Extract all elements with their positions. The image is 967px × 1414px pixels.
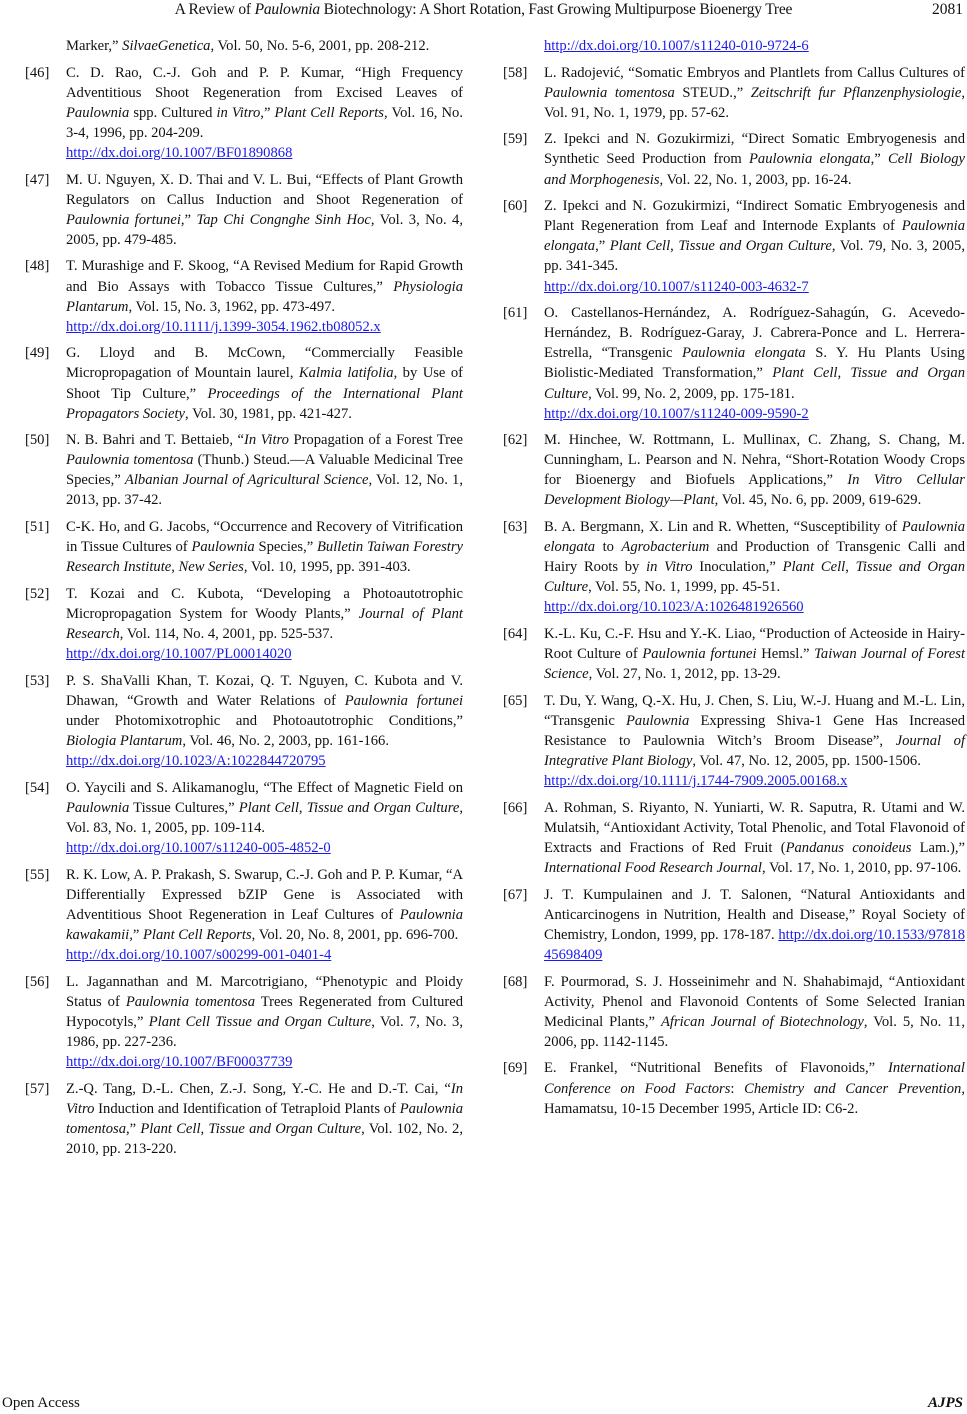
reference-number: [62] bbox=[503, 432, 528, 449]
reference-text: Z.-Q. Tang, D.-L. Chen, Z.-J. Song, Y.-C. He and D.-T. Cai, “ bbox=[66, 1080, 451, 1097]
italic-text: International Food Research Journal bbox=[544, 860, 762, 877]
reference-text: L. Radojević, “Somatic Embryos and Plantlets from Callus Cultures of bbox=[544, 64, 965, 81]
reference-text: E. Frankel, “Nutritional Benefits of Flavonoids,” bbox=[544, 1060, 888, 1077]
reference-number: [61] bbox=[503, 305, 528, 322]
italic-text: Tissue and Organ Culture bbox=[544, 365, 966, 402]
reference-text: ,” bbox=[595, 238, 610, 255]
italic-text: African Journal of Biotechnology bbox=[660, 1013, 864, 1030]
italic-text: In Vitro bbox=[243, 432, 289, 449]
reference-entry bbox=[25, 1079, 463, 1159]
reference-text: , Vol. 15, No. 3, 1962, pp. 473-497. bbox=[128, 298, 336, 315]
italic-text: Tissue and Organ Culture bbox=[208, 1120, 362, 1137]
reference-entry bbox=[503, 885, 965, 965]
italic-text: Paulownia bbox=[66, 799, 130, 816]
doi-link[interactable]: http://dx.doi.org/10.1007/BF00037739 bbox=[66, 1053, 293, 1070]
title-text: Biotechnology: A Short Rotation, Fast Growing Multipurpose Bioenergy Tree bbox=[319, 1, 793, 18]
italic-text: Plant Cell bbox=[609, 238, 671, 255]
running-title bbox=[0, 1, 967, 19]
reference-entry bbox=[503, 129, 965, 189]
reference-text: A. Rohman, S. Riyanto, N. Yuniarti, W. R. Saputra, R. Utami and W. Mulatsih, “Antioxidant Activity, Total Phenolic, and Total Flavonoid of Extracts and Fractions of Red Fruit ( bbox=[544, 799, 965, 856]
reference-text: K.-L. Ku, C.-F. Hsu and Y.-K. Liao, “Production of Acteoside in Hairy-Root Culture of bbox=[544, 626, 965, 663]
reference-number: [51] bbox=[25, 519, 50, 536]
reference-text: , Vol. 45, No. 6, pp. 2009, 619-629. bbox=[714, 492, 922, 509]
reference-entry bbox=[25, 430, 463, 510]
italic-text: in Vitro bbox=[646, 559, 693, 576]
reference-number: [63] bbox=[503, 519, 528, 536]
reference-text: , Vol. 7, No. 3, 1986, pp. 227-236. bbox=[66, 1013, 463, 1050]
reference-number: [46] bbox=[25, 64, 50, 81]
running-header bbox=[0, 0, 967, 24]
reference-text: T. Du, Y. Wang, Q.-X. Hu, J. Chen, S. Liu, W.-J. Huang and M.-L. Lin, “Transgenic bbox=[544, 692, 965, 729]
reference-text: ,” bbox=[126, 1120, 141, 1137]
reference-text: , Vol. 30, 1981, pp. 421-427. bbox=[185, 405, 352, 422]
italic-text: Paulownia bbox=[191, 539, 255, 556]
italic-text: Pandanus conoideus bbox=[785, 839, 912, 856]
reference-text: , Vol. 83, No. 1, 2005, pp. 109-114. bbox=[66, 799, 463, 836]
reference-number: [49] bbox=[25, 345, 50, 362]
reference-number: [55] bbox=[25, 866, 50, 883]
reference-entry bbox=[503, 430, 965, 510]
italic-text: Plant Cell bbox=[772, 365, 838, 382]
reference-number: [60] bbox=[503, 198, 528, 215]
italic-text: Paulownia fortunei bbox=[642, 646, 757, 663]
reference-text: Expressing Shiva-1 Gene Has Increased Resistance to Paulownia Witch’s Broom Disease”, bbox=[544, 712, 965, 749]
reference-text: B. A. Bergmann, X. Lin and R. Whetten, “Susceptibility of bbox=[544, 519, 902, 536]
reference-number: [64] bbox=[503, 626, 528, 643]
reference-text: R. K. Low, A. P. Prakash, S. Swarup, C.-J. Goh and P. P. Kumar, “A Differentially Expressed bZIP Gene is Associated with Adventitious Shoot Regeneration in Leaf Cultures of bbox=[66, 866, 463, 923]
journal-abbrev: AJPS bbox=[927, 1395, 963, 1411]
reference-number: [59] bbox=[503, 131, 528, 148]
reference-entry bbox=[503, 517, 965, 617]
doi-link[interactable]: http://dx.doi.org/10.1533/9781845698409 bbox=[544, 926, 965, 963]
italic-text: Paulownia elongata bbox=[544, 519, 965, 556]
reference-text: , Vol. 114, No. 4, 2001, pp. 525-537. bbox=[119, 626, 334, 643]
italic-text: Paulownia fortunei bbox=[344, 692, 463, 709]
reference-text: J. T. Kumpulainen and J. T. Salonen, “Natural Antioxidants and Anticarcinogens in Nutrition, Health and Disease,” Royal Society of Chemistry, London, 1999, pp. 178-187. bbox=[544, 886, 965, 943]
reference-text: N. B. Bahri and T. Bettaieb, “ bbox=[66, 432, 244, 449]
reference-text: , Vol. 27, No. 1, 2012, pp. 13-29. bbox=[588, 666, 781, 683]
reference-number: [58] bbox=[503, 64, 528, 81]
italic-text: Agrobacterium bbox=[621, 539, 710, 556]
doi-link[interactable]: http://dx.doi.org/10.1007/s11240-010-9724-6 bbox=[544, 38, 809, 54]
italic-text: In Vitro bbox=[66, 1080, 463, 1117]
italic-text: Cell Biology and Morphogenesis bbox=[544, 151, 965, 188]
italic-text: SilvaeGenetica bbox=[122, 38, 211, 54]
reference-text: , bbox=[298, 799, 307, 816]
reference-number: [57] bbox=[25, 1080, 50, 1097]
reference-number: [65] bbox=[503, 692, 528, 709]
reference-text: Hemsl.” bbox=[756, 646, 815, 663]
doi-link[interactable]: http://dx.doi.org/10.1007/PL00014020 bbox=[66, 646, 292, 663]
reference-text: O. Castellanos-Hernández, A. Rodríguez-Sahagún, G. Acevedo-Hernández, B. Rodríguez-Garay, J. Cabrera-Ponce and L. Herrera-Estrella, “Transgenic bbox=[544, 305, 965, 362]
italic-text: Plant Cell Reports bbox=[274, 104, 384, 121]
italic-text: Proceedings of the International Plant Propagators Society bbox=[66, 385, 463, 422]
reference-entry bbox=[503, 1058, 965, 1118]
doi-link[interactable]: http://dx.doi.org/10.1007/s11240-009-9590-2 bbox=[544, 405, 809, 422]
italic-text: Tissue and Organ Culture bbox=[544, 559, 966, 596]
reference-text: Lam.),” bbox=[911, 839, 965, 856]
reference-entry bbox=[25, 517, 463, 577]
reference-text: ,” bbox=[260, 104, 275, 121]
italic-text: Paulownia elongata bbox=[681, 345, 806, 362]
reference-text: , Vol. 55, No. 1, 1999, pp. 45-51. bbox=[588, 579, 781, 596]
reference-text: to bbox=[595, 539, 622, 556]
reference-text: C. D. Rao, C.-J. Goh and P. P. Kumar, “High Frequency Adventitious Shoot Regeneration from Excised Leaves of bbox=[66, 64, 463, 101]
italic-text: Zeitschrift fur Pflanzenphysiologie bbox=[750, 84, 962, 101]
reference-text: S. Y. Hu Plants Using Biolistic-Mediated Transformation,” bbox=[544, 345, 965, 382]
doi-link[interactable]: http://dx.doi.org/10.1111/j.1744-7909.2005.00168.x bbox=[544, 773, 848, 790]
reference-text: Trees Regenerated from Cultured Hypocotyls,” bbox=[66, 993, 463, 1030]
reference-text: , Vol. 99, No. 2, 2009, pp. 175-181. bbox=[588, 385, 795, 402]
reference-text: Z. Ipekci and N. Gozukirmizi, “Indirect Somatic Embryogenesis and Plant Regeneration from Leaf and Internode Explants of bbox=[544, 198, 965, 235]
reference-text: Species,” bbox=[254, 539, 318, 556]
reference-entry bbox=[25, 972, 463, 1072]
reference-text: , Vol. 20, No. 8, 2001, pp. 696-700. bbox=[251, 926, 459, 943]
italic-text: Biologia Plantarum bbox=[66, 733, 183, 749]
reference-entry bbox=[503, 624, 965, 684]
reference-number: [68] bbox=[503, 973, 528, 990]
reference-text: , bbox=[200, 1120, 209, 1137]
reference-number: [48] bbox=[25, 258, 50, 275]
reference-text: G. Lloyd and B. McCown, “Commercially Feasible Micropropagation of Mountain laurel, bbox=[66, 345, 463, 382]
doi-link[interactable]: http://dx.doi.org/10.1111/j.1399-3054.1962.tb08052.x bbox=[66, 318, 381, 335]
italic-text: Paulownia elongata bbox=[749, 151, 871, 168]
reference-text: , Vol. 17, No. 1, 2010, pp. 97-106. bbox=[761, 860, 962, 877]
reference-number: [54] bbox=[25, 779, 50, 796]
reference-text: O. Yaycili and S. Alikamanoglu, “The Effect of Magnetic Field on bbox=[66, 779, 463, 796]
reference-text: , Vol. 10, 1995, pp. 391-403. bbox=[243, 559, 411, 576]
reference-text: , Vol. 102, No. 2, 2010, pp. 213-220. bbox=[66, 1120, 463, 1157]
references-left-column bbox=[25, 36, 463, 1165]
reference-number: [67] bbox=[503, 886, 528, 903]
reference-entry bbox=[503, 63, 965, 123]
doi-link[interactable]: http://dx.doi.org/10.1007/s11240-003-4632-7 bbox=[544, 278, 809, 295]
reference-text: , Vol. 16, No. 3-4, 1996, pp. 204-209. bbox=[66, 104, 463, 141]
reference-entry bbox=[503, 691, 965, 791]
italic-text: New Series bbox=[178, 559, 244, 576]
doi-link[interactable]: http://dx.doi.org/10.1007/BF01890868 bbox=[66, 144, 293, 161]
reference-number: [53] bbox=[25, 672, 50, 689]
italic-text: in Vitro bbox=[216, 104, 261, 121]
reference-text: T. Murashige and F. Skoog, “A Revised Medium for Rapid Growth and Bio Assays with Tobacco Tissue Cultures,” bbox=[66, 258, 463, 295]
doi-link[interactable]: http://dx.doi.org/10.1007/s00299-001-0401-4 bbox=[66, 946, 332, 963]
reference-number: [50] bbox=[25, 432, 50, 449]
italic-text: Plant Cell Tissue and Organ Culture bbox=[148, 1013, 372, 1030]
reference-text: Z. Ipekci and N. Gozukirmizi, “Direct Somatic Embryogenesis and Synthetic Seed Production from bbox=[544, 131, 965, 168]
reference-text: , Vol. 5, No. 11, 2006, pp. 1142-1145. bbox=[544, 1013, 965, 1050]
italic-text: International Conference on Food Factors bbox=[544, 1060, 965, 1097]
reference-text: , bbox=[845, 559, 856, 576]
italic-text: Albanian Journal of Agricultural Science bbox=[124, 472, 369, 489]
reference-text: and Production of Transgenic Calli and Hairy Roots by bbox=[544, 539, 965, 576]
references-right-column bbox=[503, 36, 965, 1125]
reference-text: Induction and Identification of Tetraploid Plants of bbox=[94, 1100, 400, 1117]
italic-text: Kalmia latifolia bbox=[298, 365, 394, 382]
reference-text: , bbox=[670, 238, 679, 255]
reference-text: P. S. ShaValli Khan, T. Kozai, Q. T. Nguyen, C. Kubota and V. Dhawan, “Growth and Water Relations of bbox=[66, 672, 463, 709]
italic-text: Physiologia Plantarum bbox=[66, 278, 463, 315]
open-access-label: Open Access bbox=[2, 1395, 80, 1411]
reference-text: , Vol. 22, No. 1, 2003, pp. 16-24. bbox=[659, 171, 852, 188]
reference-text: , Vol. 12, No. 1, 2013, pp. 37-42. bbox=[66, 472, 464, 509]
italic-text: Tissue and Organ Culture bbox=[678, 238, 832, 255]
italic-text: Journal of Integrative Plant Biology bbox=[544, 733, 966, 770]
italic-text: Taiwan Journal of Forest Science bbox=[544, 646, 965, 683]
italic-text: Plant Cell bbox=[782, 559, 846, 576]
reference-text: , Vol. 47, No. 12, 2005, pp. 1500-1506. bbox=[692, 753, 921, 770]
italic-text: Tissue and Organ Culture bbox=[306, 799, 460, 816]
reference-entry bbox=[503, 303, 965, 424]
reference-text: C-K. Ho, and G. Jacobs, “Occurrence and Recovery of Vitrification in Tissue Cultures of bbox=[66, 519, 463, 556]
title-text: A Review of bbox=[174, 1, 255, 18]
italic-text: Tap Chi Congnghe Sinh Hoc bbox=[196, 211, 371, 228]
reference-number: [56] bbox=[25, 973, 50, 990]
reference-entry bbox=[25, 584, 463, 664]
reference-text: Tissue Cultures,” bbox=[129, 799, 239, 816]
reference-text: , by Use of Shoot Tip Culture,” bbox=[66, 365, 463, 402]
doi-link[interactable]: http://dx.doi.org/10.1023/A:1026481926560 bbox=[544, 599, 804, 616]
doi-link[interactable]: http://dx.doi.org/10.1023/A:1022844720795 bbox=[66, 753, 326, 770]
reference-text: , Vol. 3, No. 4, 2005, pp. 479-485. bbox=[66, 211, 463, 248]
reference-entry bbox=[25, 671, 463, 771]
title-italic: Paulownia bbox=[254, 1, 320, 18]
reference-entry bbox=[25, 865, 463, 965]
page-number: 2081 bbox=[932, 1, 963, 18]
italic-text: In Vitro Cellular Development Biology—Plant bbox=[544, 472, 965, 509]
italic-text: Paulownia fortunei bbox=[66, 211, 181, 228]
reference-text: Marker,” bbox=[66, 38, 123, 54]
italic-text: Paulownia tomentosa bbox=[544, 84, 675, 101]
reference-text: T. Kozai and C. Kubota, “Developing a Photoautotrophic Micropropagation System for Woody Plants,” bbox=[66, 585, 463, 622]
reference-entry bbox=[503, 196, 965, 296]
reference-number: [47] bbox=[25, 171, 50, 188]
reference-entry bbox=[25, 778, 463, 858]
italic-text: Plant Cell bbox=[238, 799, 299, 816]
reference-text: M. Hinchee, W. Rottmann, L. Mullinax, C. Zhang, S. Chang, M. Cunningham, L. Pearson and N. Nehra, “Short-Rotation Woody Crops for Bioenergy and Biofuels Applications,” bbox=[544, 432, 965, 489]
italic-text: Paulownia tomentosa bbox=[66, 1100, 463, 1137]
reference-text: , Vol. 91, No. 1, 1979, pp. 57-62. bbox=[544, 84, 965, 121]
italic-text: Chemistry and Cancer Prevention bbox=[744, 1080, 962, 1097]
italic-text: Paulownia bbox=[626, 712, 690, 729]
reference-text: , Vol. 46, No. 2, 2003, pp. 161-166. bbox=[182, 733, 389, 749]
reference-text: under Photomixotrophic and Photoautotrophic Conditions,” bbox=[66, 712, 463, 729]
reference-number: [66] bbox=[503, 799, 528, 816]
reference-entry bbox=[25, 170, 463, 250]
reference-text: : bbox=[730, 1080, 745, 1097]
reference-continuation bbox=[503, 36, 965, 56]
italic-text: Paulownia kawakamii bbox=[66, 906, 463, 943]
italic-text: Paulownia bbox=[66, 104, 130, 121]
reference-entry bbox=[25, 256, 463, 336]
reference-text: ,” bbox=[870, 151, 888, 168]
reference-entry bbox=[503, 972, 965, 1052]
reference-text: , bbox=[837, 365, 851, 382]
reference-text: , Vol. 50, No. 5-6, 2001, pp. 208-212. bbox=[210, 38, 430, 54]
reference-text: (Thunb.) Steud.—A Valuable Medicinal Tree Species,” bbox=[66, 452, 463, 489]
reference-text: L. Jagannathan and M. Marcotrigiano, “Phenotypic and Ploidy Status of bbox=[66, 973, 463, 1010]
reference-text: M. U. Nguyen, X. D. Thai and V. L. Bui, “Effects of Plant Growth Regulators on Callus Induction and Shoot Regeneration of bbox=[66, 171, 463, 208]
italic-text: Paulownia elongata bbox=[544, 218, 965, 255]
reference-text: , Hamamatsu, 10-15 December 1995, Article ID: C6-2. bbox=[544, 1080, 965, 1117]
reference-entry bbox=[25, 343, 463, 423]
reference-entry bbox=[25, 63, 463, 163]
reference-continuation bbox=[25, 36, 463, 56]
reference-text: STEUD.,” bbox=[674, 84, 751, 101]
reference-text: ,” bbox=[180, 211, 197, 228]
italic-text: Plant Cell Reports bbox=[143, 926, 252, 943]
italic-text: Journal of Plant Research bbox=[66, 605, 463, 643]
reference-text: Propagation of a Forest Tree bbox=[288, 432, 463, 449]
reference-text: ,” bbox=[129, 926, 144, 943]
reference-number: [69] bbox=[503, 1060, 528, 1077]
reference-text: , Vol. 79, No. 3, 2005, pp. 341-345. bbox=[544, 238, 965, 275]
reference-text: spp. Cultured bbox=[129, 104, 217, 121]
italic-text: Paulownia tomentosa bbox=[125, 993, 256, 1010]
reference-text: , bbox=[171, 559, 179, 576]
italic-text: Bulletin Taiwan Forestry Research Institute bbox=[66, 539, 463, 576]
italic-text: Plant Cell bbox=[140, 1120, 201, 1137]
reference-entry bbox=[503, 798, 965, 878]
reference-text: F. Pourmorad, S. J. Hosseinimehr and N. Shahabimajd, “Antioxidant Activity, Phenol and Flavonoid Contents of Some Selected Iranian Medicinal Plants,” bbox=[544, 973, 965, 1030]
reference-number: [52] bbox=[25, 585, 50, 602]
italic-text: Paulownia tomentosa bbox=[66, 452, 194, 469]
reference-text: Inoculation,” bbox=[692, 559, 783, 576]
doi-link[interactable]: http://dx.doi.org/10.1007/s11240-005-4852-0 bbox=[66, 839, 331, 856]
